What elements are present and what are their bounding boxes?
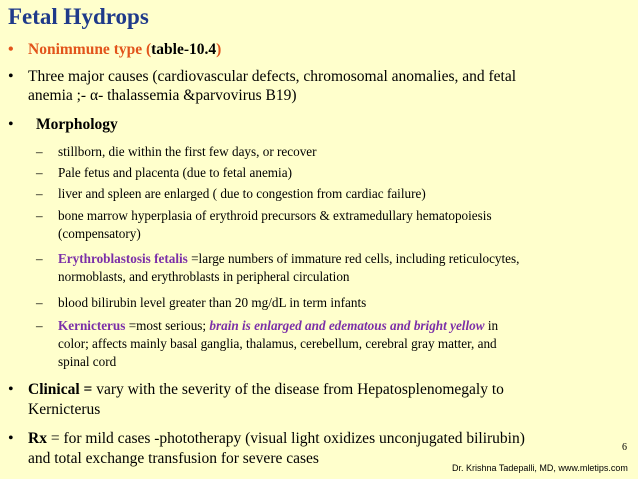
kernicterus-in: in (484, 318, 499, 333)
nonimmune-table-ref: table-10.4 (151, 41, 217, 58)
rx-line-2: and total exchange transfusion for severe cases (28, 450, 319, 467)
kernicterus-eq: =most serious; (125, 318, 210, 333)
bullet-dot-icon: • (8, 68, 14, 85)
rx-label: Rx (28, 430, 47, 447)
slide: Fetal Hydrops • Nonimmune type (table-10.4) • Three major causes (cardiovascular defects, chromosomal anomalies, and fetal anemia ;- α- thalassemia &parvovirus B19) • Morphology – stillborn, die within the first few days, or recover – Pale fetus and placenta (due to fetal anemia) – liver and spleen are enlarged ( due to congestion from cardiac failure) – bone marrow hyperplasia of erythroid precursors & extramedullary hematopoiesis (compensatory) – Erythroblastosis fetalis =large numbers of immature red cells, including reticulocytes, normoblasts, and erythroblasts in peripheral circulation – blood bilirubin level greater than 20 mg/dL in term infants – Kernicterus =most serious; brain is enlarged and edematous and bright yellow in color; affects mainly basal ganglia, thalamus, cerebellum, cerebral gray matter, and spinal cord • Clinical = vary with the severity of the disease from Hepatosplenomegaly to Kernicterus • Rx = for mild cases -phototherapy (visual light oxidizes unconjugated bilirubin) and total exchange transfusion for severe cases 6 Dr. Krishna Tadepalli, MD, www.mletips.com (8, 4, 628, 473)
dash-icon: – (36, 295, 43, 310)
page-number: 6 (622, 442, 627, 453)
causes-line-2: anemia ;- α- thalassemia &parvovirus B19) (28, 87, 297, 104)
author-credit: Dr. Krishna Tadepalli, MD, www.mletips.com (452, 463, 628, 473)
bullet-dot-icon: • (8, 116, 14, 133)
marrow-line-2: (compensatory) (58, 226, 141, 241)
dash-icon: – (36, 208, 43, 223)
nonimmune-close: ) (216, 41, 222, 58)
erythroblastosis-term: Erythroblastosis fetalis (58, 251, 188, 266)
kernicterus-line-2: color; affects mainly basal ganglia, thalamus, cerebellum, cerebral gray matter, and (58, 336, 497, 351)
dash-icon: – (36, 251, 43, 266)
morphology-heading: Morphology (36, 116, 118, 133)
clinical-line-1: vary with the severity of the disease from Hepatosplenomegaly to (92, 381, 504, 398)
rx-line-1: = for mild cases -phototherapy (visual light oxidizes unconjugated bilirubin) (46, 430, 525, 447)
kernicterus-line-3: spinal cord (58, 354, 117, 369)
clinical-line-2: Kernicterus (28, 401, 101, 418)
dash-icon: – (36, 165, 43, 180)
erythroblastosis-def-1: =large numbers of immature red cells, including reticulocytes, (187, 251, 520, 266)
kernicterus-emphasis: brain is enlarged and edematous and bright yellow (209, 318, 485, 333)
slide-title: Fetal Hydrops (8, 4, 149, 29)
causes-line-1: Three major causes (cardiovascular defects, chromosomal anomalies, and fetal (28, 68, 517, 85)
erythroblastosis-def-2: normoblasts, and erythroblasts in peripheral circulation (58, 269, 350, 284)
bullet-dot-icon: • (8, 430, 14, 447)
bullet-dot-icon: • (8, 381, 14, 398)
clinical-label: Clinical = (28, 381, 93, 398)
nonimmune-label: Nonimmune type ( (28, 41, 152, 58)
kernicterus-term: Kernicterus (58, 318, 126, 333)
dash-icon: – (36, 318, 43, 333)
dash-icon: – (36, 144, 43, 159)
bullet-dot-icon: • (8, 41, 14, 58)
dash-icon: – (36, 186, 43, 201)
marrow-line-1: bone marrow hyperplasia of erythroid precursors & extramedullary hematopoiesis (58, 208, 492, 223)
